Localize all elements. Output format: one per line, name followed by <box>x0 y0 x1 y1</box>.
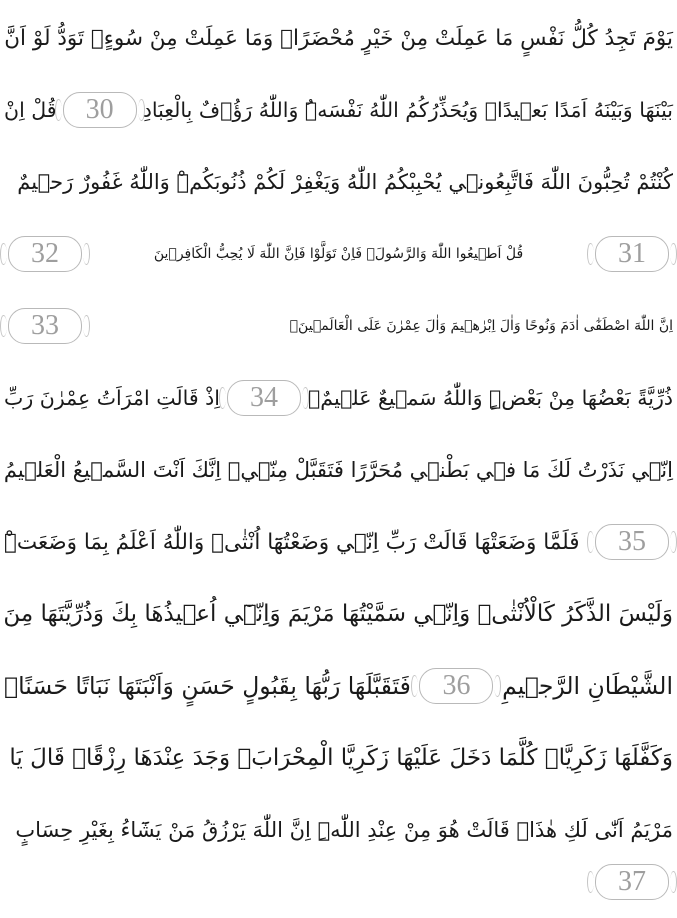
text-line-6 <box>4 362 673 434</box>
text-line-11 <box>4 722 673 794</box>
text-line-10 <box>4 650 673 722</box>
verse-number-marker: 34 <box>227 380 301 416</box>
verse-text: بَيْنَهَا وَبَيْنَهُ اَمَدًا بَع۪يدًاۜ وَيُحَذِّرُكُمُ اللّٰهُ نَفْسَهُۜ وَاللّٰهُ رَؤُ۫فٌ بِالْعِبَادِ <box>142 98 673 122</box>
verse-text: قُلْ اِنْ <box>4 98 57 122</box>
text-line-7 <box>4 434 673 506</box>
text-line-9 <box>4 578 673 650</box>
verse-text: اِنَّ اللّٰهَ اصْطَفٰٓى اٰدَمَ وَنُوحًا وَاٰلَ اِبْرٰه۪يمَ وَاٰلَ عِمْرٰنَ عَلَى الْعَالَم۪ينَۙ <box>289 318 673 334</box>
verse-text: فَتَقَبَّلَهَا رَبُّهَا بِقَبُولٍ حَسَنٍ وَاَنْبَتَهَا نَبَاتًا حَسَنًاۙ <box>4 672 411 700</box>
verse-text: قُلْ اَط۪يعُوا اللّٰهَ وَالرَّسُولَۚ فَاِنْ تَوَلَّوْا فَاِنَّ اللّٰهَ لَا يُحِبُّ الْكَافِر۪ينَ <box>153 246 524 262</box>
verse-text: وَكَفَّلَهَا زَكَرِيَّاۚ كُلَّمَا دَخَلَ عَلَيْهَا زَكَرِيَّا الْمِحْرَابَۙ وَجَدَ عِنْدَهَا رِزْقًاۚ قَالَ يَا <box>9 745 673 771</box>
text-line-5 <box>4 290 673 362</box>
text-line-2 <box>4 74 673 146</box>
verse-number-marker: 36 <box>419 668 493 704</box>
verse-number-marker: 33 <box>8 308 82 344</box>
verse-text: مَرْيَمُ اَنّٰى لَكِ هٰذَاۜ قَالَتْ هُوَ مِنْ عِنْدِ اللّٰهِۜ اِنَّ اللّٰهَ يَرْزُقُ مَنْ يَشَٓاءُ بِغَيْرِ حِسَابٍ <box>15 818 673 842</box>
verse-text: اِنّ۪ي نَذَرْتُ لَكَ مَا ف۪ي بَطْن۪ي مُحَرَّرًا فَتَقَبَّلْ مِنّ۪يۚ اِنَّكَ اَنْتَ السَّم۪يعُ الْعَل۪يمُ <box>3 458 673 482</box>
text-line-4 <box>4 218 673 290</box>
verse-number-marker: 31 <box>595 236 669 272</box>
verse-number-marker: 37 <box>595 864 669 900</box>
verse-text: يَوْمَ تَجِدُ كُلُّ نَفْسٍ مَا عَمِلَتْ مِنْ خَيْرٍ مُحْضَرًاۚ وَمَا عَمِلَتْ مِنْ سُوءٍۚ تَوَدُّ لَوْ اَنَّ <box>4 25 673 51</box>
text-line-13 <box>4 846 673 918</box>
verse-text: الشَّيْطَانِ الرَّج۪يمِ <box>502 672 673 700</box>
verse-text: فَلَمَّا وَضَعَتْهَا قَالَتْ رَبِّ اِنّ۪ي وَضَعْتُهَٓا اُنْثٰىۜ وَاللّٰهُ اَعْلَمُ بِمَا وَضَعَتْۜ <box>4 529 580 555</box>
verse-text: كُنْتُمْ تُحِبُّونَ اللّٰهَ فَاتَّبِعُون۪ي يُحْبِبْكُمُ اللّٰهُ وَيَغْفِرْ لَكُمْ ذُنُوبَكُمْۜ وَاللّٰهُ غَفُورٌ رَح۪يمٌ <box>17 170 673 194</box>
text-line-1 <box>4 2 673 74</box>
verse-text: ذُرِّيَّةً بَعْضُهَا مِنْ بَعْضٍۜ وَاللّٰهُ سَم۪يعٌ عَل۪يمٌۚ <box>308 386 673 410</box>
verse-text: وَلَيْسَ الذَّكَرُ كَالْاُنْثٰىۚ وَاِنّ۪ي سَمَّيْتُهَا مَرْيَمَ وَاِنّ۪ٓي اُع۪يذُهَا بِكَ وَذُرِّيَّتَهَا مِنَ <box>3 601 673 627</box>
verse-number-marker: 35 <box>595 524 669 560</box>
verse-number-marker: 30 <box>63 92 137 128</box>
verse-number-marker: 32 <box>8 236 82 272</box>
text-line-3 <box>4 146 673 218</box>
text-line-8 <box>4 506 673 578</box>
verse-text: اِذْ قَالَتِ امْرَاَتُ عِمْرٰنَ رَبِّ <box>4 386 220 410</box>
